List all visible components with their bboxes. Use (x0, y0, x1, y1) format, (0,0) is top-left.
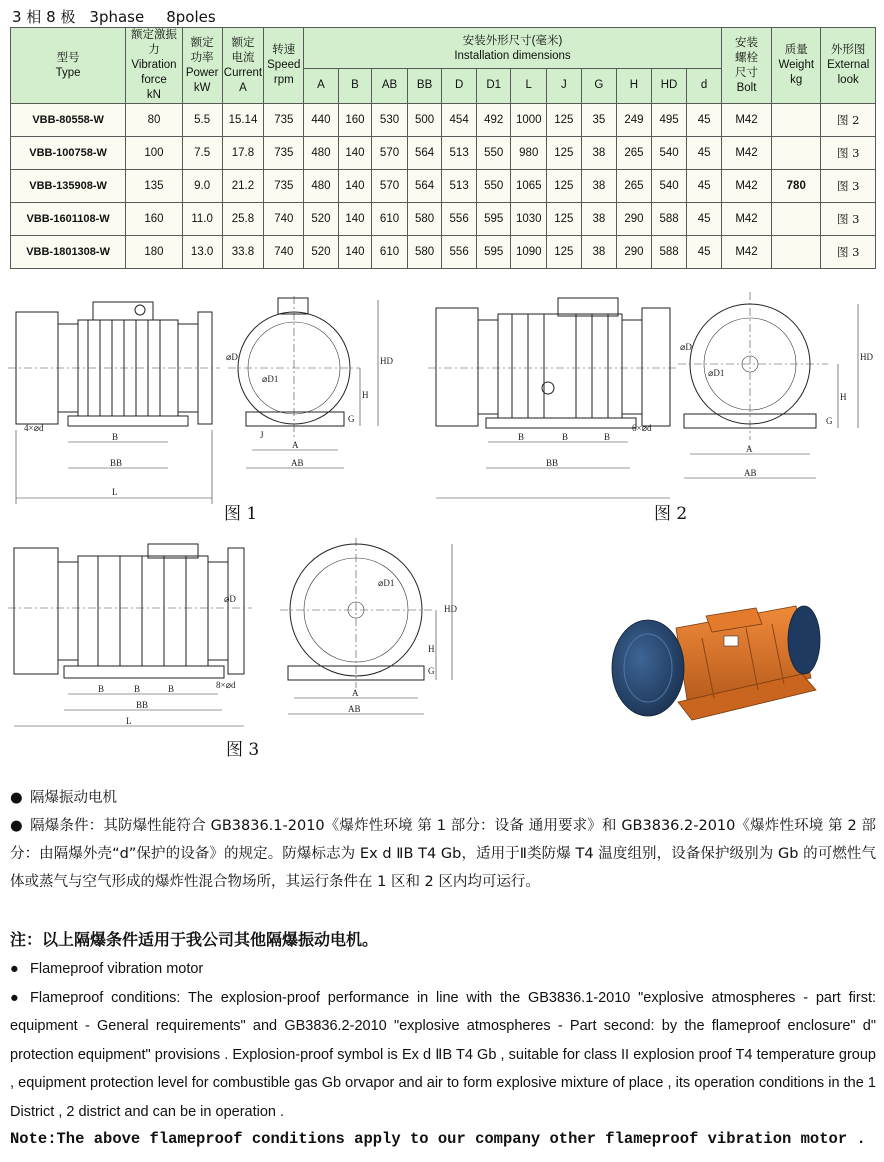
svg-text:B: B (98, 684, 105, 694)
svg-text:L: L (126, 716, 132, 726)
th-type: 型号 Type (11, 28, 126, 104)
svg-text:J: J (260, 430, 264, 440)
cell-speed: 735 (264, 137, 304, 170)
svg-text:BB: BB (546, 458, 559, 468)
cell-dim: 513 (442, 170, 477, 203)
cell-bolt: M42 (721, 236, 771, 269)
cell-bolt: M42 (721, 170, 771, 203)
cell-dim: 45 (687, 137, 722, 170)
cell-current: 33.8 (222, 236, 264, 269)
cell-dim: 580 (407, 236, 442, 269)
header-cn: 3 相 8 极 (12, 8, 76, 26)
cell-dim: 520 (304, 236, 339, 269)
cell-dim: 249 (617, 104, 652, 137)
cell-look: 图 3 (821, 170, 876, 203)
svg-text:B: B (134, 684, 141, 694)
cell-dim: 570 (372, 137, 408, 170)
cn-title: ● 隔爆振动电机 (10, 784, 876, 812)
cell-type: VBB-1601108-W (11, 203, 126, 236)
svg-text:B: B (562, 432, 569, 442)
cell-dim: 492 (476, 104, 511, 137)
cell-dim: 38 (581, 170, 617, 203)
cell-force: 80 (126, 104, 183, 137)
cell-dim: 980 (511, 137, 547, 170)
cell-weight (772, 236, 821, 269)
table-row (11, 236, 876, 269)
svg-text:A: A (292, 440, 299, 450)
cell-bolt: M42 (721, 203, 771, 236)
svg-text:G: G (428, 666, 435, 676)
cell-dim: 125 (547, 170, 582, 203)
cell-dim: 530 (372, 104, 408, 137)
cell-dim: 500 (407, 104, 442, 137)
cell-dim: 480 (304, 170, 339, 203)
svg-text:G: G (826, 416, 833, 426)
th-dim-D1: D1 (476, 68, 511, 103)
cell-dim: 45 (687, 104, 722, 137)
figure-2-label: 图 2 (654, 504, 688, 524)
cell-current: 15.14 (222, 104, 264, 137)
th-weight: 质量 Weight kg (772, 28, 821, 104)
cell-dim: 140 (338, 137, 372, 170)
cell-look: 图 3 (821, 137, 876, 170)
svg-text:AB: AB (348, 704, 361, 714)
th-dim-d: d (687, 68, 722, 103)
cell-weight (772, 137, 821, 170)
bullet-icon: ● (10, 790, 23, 806)
svg-text:4×⌀d: 4×⌀d (24, 423, 44, 433)
spec-table (10, 27, 876, 269)
bullet-icon: ● (10, 989, 19, 1006)
svg-text:A: A (746, 444, 753, 454)
cell-dim: 140 (338, 236, 372, 269)
en-title: ● Flameproof vibration motor (10, 955, 876, 984)
svg-text:⌀D: ⌀D (224, 594, 236, 604)
cell-dim: 610 (372, 236, 408, 269)
svg-text:H: H (362, 390, 369, 400)
cell-force: 180 (126, 236, 183, 269)
svg-text:⌀D1: ⌀D1 (378, 578, 395, 588)
header-poles: 8poles (166, 8, 216, 26)
svg-text:H: H (428, 644, 435, 654)
cell-dim: 513 (442, 137, 477, 170)
cell-look: 图 3 (821, 236, 876, 269)
cell-dim: 290 (617, 236, 652, 269)
cell-dim: 265 (617, 170, 652, 203)
th-speed: 转速 Speed rpm (264, 28, 304, 104)
cell-power: 5.5 (182, 104, 222, 137)
cell-dim: 595 (476, 203, 511, 236)
cell-dim: 1030 (511, 203, 547, 236)
table-row (11, 203, 876, 236)
en-note: Note:The above flameproof conditions apply to our company other flameproof vibration motor . (10, 1130, 866, 1148)
cell-type: VBB-135908-W (11, 170, 126, 203)
cell-dim: 564 (407, 137, 442, 170)
svg-text:A: A (352, 688, 359, 698)
cell-dim: 550 (476, 137, 511, 170)
th-power: 额定 功率 Power kW (182, 28, 222, 104)
header-phase: 3phase (89, 8, 145, 26)
figure-3-drawing (8, 538, 460, 734)
cell-dim: 125 (547, 137, 582, 170)
svg-text:B: B (168, 684, 175, 694)
svg-text:HD: HD (444, 604, 457, 614)
svg-text:B: B (518, 432, 525, 442)
cell-dim: 588 (651, 236, 687, 269)
cell-dim: 440 (304, 104, 339, 137)
cell-dim: 570 (372, 170, 408, 203)
cell-dim: 595 (476, 236, 511, 269)
svg-text:G: G (348, 414, 355, 424)
cell-speed: 735 (264, 170, 304, 203)
cell-dim: 35 (581, 104, 617, 137)
th-dimensions: 安装外形尺寸(毫米) Installation dimensions (304, 28, 722, 69)
cell-look: 图 3 (821, 203, 876, 236)
cn-section (10, 784, 876, 896)
th-force: 额定激振力 Vibration force kN (126, 28, 183, 104)
figure-2-drawing (428, 290, 880, 510)
svg-text:L: L (112, 487, 118, 497)
bullet-icon: ● (10, 961, 19, 977)
cell-dim: 580 (407, 203, 442, 236)
cell-dim: 454 (442, 104, 477, 137)
th-current: 额定 电流 Current A (222, 28, 264, 104)
cell-dim: 38 (581, 236, 617, 269)
cell-speed: 735 (264, 104, 304, 137)
cell-dim: 540 (651, 137, 687, 170)
th-dim-B: B (338, 68, 372, 103)
cell-dim: 45 (687, 236, 722, 269)
svg-text:⌀D1: ⌀D1 (708, 368, 725, 378)
figure-1-drawing (8, 290, 420, 510)
cell-dim: 480 (304, 137, 339, 170)
cell-dim: 125 (547, 203, 582, 236)
cell-dim: 265 (617, 137, 652, 170)
th-dim-A: A (304, 68, 339, 103)
svg-text:AB: AB (291, 458, 304, 468)
table-row (11, 137, 876, 170)
svg-text:HD: HD (860, 352, 873, 362)
cell-type: VBB-1801308-W (11, 236, 126, 269)
cell-dim: 556 (442, 236, 477, 269)
cell-dim: 125 (547, 104, 582, 137)
cell-dim: 38 (581, 137, 617, 170)
table-row (11, 170, 876, 203)
cell-dim: 556 (442, 203, 477, 236)
svg-text:H: H (840, 392, 847, 402)
th-dim-J: J (547, 68, 582, 103)
svg-text:⌀D: ⌀D (226, 352, 238, 362)
cell-dim: 520 (304, 203, 339, 236)
cell-dim: 45 (687, 203, 722, 236)
cell-power: 9.0 (182, 170, 222, 203)
cell-bolt: M42 (721, 137, 771, 170)
cell-current: 21.2 (222, 170, 264, 203)
motor-photo (606, 598, 826, 730)
svg-text:HD: HD (380, 356, 393, 366)
svg-text:B: B (604, 432, 611, 442)
th-dim-BB: BB (407, 68, 442, 103)
table-row (11, 104, 876, 137)
th-dim-HD: HD (651, 68, 687, 103)
cell-look: 图 2 (821, 104, 876, 137)
cell-power: 11.0 (182, 203, 222, 236)
svg-text:8×⌀d: 8×⌀d (216, 680, 236, 690)
cell-power: 7.5 (182, 137, 222, 170)
cell-dim: 45 (687, 170, 722, 203)
svg-text:6×⌀d: 6×⌀d (632, 423, 652, 433)
cell-force: 135 (126, 170, 183, 203)
cell-dim: 1000 (511, 104, 547, 137)
th-dim-H: H (617, 68, 652, 103)
svg-text:B: B (112, 432, 119, 442)
bullet-icon: ● (10, 818, 23, 834)
figure-1-label: 图 1 (224, 504, 258, 524)
cn-note: 注：以上隔爆条件适用于我公司其他隔爆振动电机。 (10, 930, 379, 949)
svg-text:⌀D1: ⌀D1 (262, 374, 279, 384)
header-line (12, 6, 230, 27)
cell-current: 25.8 (222, 203, 264, 236)
th-dim-G: G (581, 68, 617, 103)
cell-dim: 160 (338, 104, 372, 137)
en-section (10, 955, 876, 1126)
cell-weight: 780 (772, 170, 821, 203)
cell-dim: 610 (372, 203, 408, 236)
cell-dim: 1065 (511, 170, 547, 203)
cell-force: 160 (126, 203, 183, 236)
cell-weight (772, 203, 821, 236)
cell-dim: 550 (476, 170, 511, 203)
cell-dim: 588 (651, 203, 687, 236)
cell-dim: 125 (547, 236, 582, 269)
cell-dim: 140 (338, 203, 372, 236)
cell-type: VBB-100758-W (11, 137, 126, 170)
svg-text:BB: BB (136, 700, 149, 710)
cell-speed: 740 (264, 236, 304, 269)
cell-bolt: M42 (721, 104, 771, 137)
th-look: 外形图 External look (821, 28, 876, 104)
th-dim-AB: AB (372, 68, 408, 103)
cell-speed: 740 (264, 203, 304, 236)
cell-dim: 1090 (511, 236, 547, 269)
th-dim-D: D (442, 68, 477, 103)
cell-dim: 290 (617, 203, 652, 236)
cell-dim: 140 (338, 170, 372, 203)
cn-conditions: ● 隔爆条件：其防爆性能符合 GB3836.1-2010《爆炸性环境 第 1 部分：设备 通用要求》和 GB3836.2-2010《爆炸性环境 第 2 部分：由隔爆外壳“d”保护的设备》的规定。防爆标志为 Ex d ⅡB T4 Gb，适用于Ⅱ类防爆 T4 温度组别，设备保护级别为 Gb 的可燃性气体或蒸气与空气形成的爆炸性混合物场所，其运行条件在 1 区和 2 区内均可运行。 (10, 812, 876, 896)
svg-text:BB: BB (110, 458, 123, 468)
cell-current: 17.8 (222, 137, 264, 170)
svg-text:⌀D: ⌀D (680, 342, 692, 352)
cell-weight (772, 104, 821, 137)
cell-power: 13.0 (182, 236, 222, 269)
cell-type: VBB-80558-W (11, 104, 126, 137)
cell-dim: 540 (651, 170, 687, 203)
cell-dim: 38 (581, 203, 617, 236)
svg-text:AB: AB (744, 468, 757, 478)
th-dim-L: L (511, 68, 547, 103)
cell-dim: 564 (407, 170, 442, 203)
en-conditions: ● Flameproof conditions: The explosion-proof performance in line with the GB3836.1-2010 "explosive atmospheres - part first: equipment - General requirements" and GB3836.2-2010 "explosive atmospheres - Part second: by the flameproof enclosure" d" protection equipment" provisions . Explosion-proof symbol is Ex d ⅡB T4 Gb , suitable for class II explosion proof T4 temperature group , equipment protection level for combustible gas Gb orvapor and air to form explosive mixture of place , its operation conditions in the 1 District , 2 district and can be in operation . (10, 984, 876, 1127)
th-bolt: 安装 螺栓 尺寸 Bolt (721, 28, 771, 104)
cell-force: 100 (126, 137, 183, 170)
cell-dim: 495 (651, 104, 687, 137)
figure-3-label: 图 3 (226, 740, 260, 760)
